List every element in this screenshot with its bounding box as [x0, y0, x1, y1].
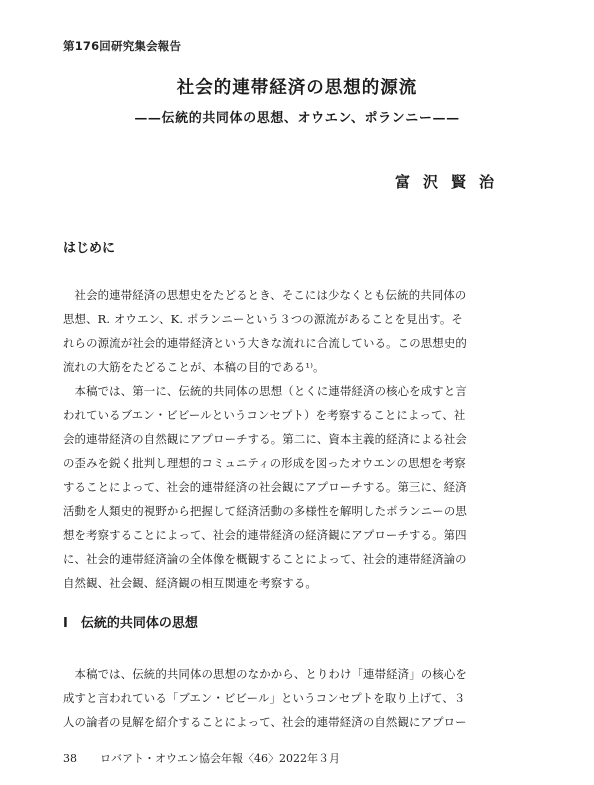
section1-paragraph-1 — [63, 662, 530, 734]
text-line: に、社会的連帯経済論の全体像を概観することによって、社会的連帯経済論の — [63, 552, 467, 566]
journal-citation: ロバアト・オウエン協会年報〈46〉2022年３月 — [100, 752, 340, 765]
intro-paragraph-2 — [63, 379, 530, 595]
text-line: 本稿では、第一に、伝統的共同体の思想（とくに連帯経済の核心を成すと言 — [63, 384, 467, 398]
article-title: 社会的連帯経済の思想的源流 — [176, 78, 418, 98]
article-subtitle: ——伝統的共同体の思想、オウエン、ポランニー—— — [134, 111, 460, 126]
section-heading-1: Ⅰ 伝統的共同体の思想 — [63, 616, 198, 631]
page-footer — [63, 750, 340, 766]
text-line: 流れの大筋をたどることが、本稿の目的である¹⁾。 — [63, 360, 325, 374]
text-line: われているブエン・ビビールというコンセプト）を考察することによって、社 — [63, 408, 466, 422]
text-line: 自然観、社会観、経済観の相互関連を考察する。 — [63, 576, 317, 590]
text-line: 本稿では、伝統的共同体の思想のなかから、とりわけ「連帯経済」の核心を — [63, 667, 467, 681]
author-name: 富沢賢治 — [395, 173, 508, 191]
text-line: の歪みを鋭く批判し理想的コミュニティの形成を図ったオウエンの思想を考察 — [63, 456, 466, 470]
intro-paragraph-1 — [63, 283, 530, 379]
text-line: 会的連帯経済の自然観にアプローチする。第二に、資本主義的経済による社会 — [63, 432, 467, 446]
text-line: 成すと言われている「ブエン・ビビール」というコンセプトを取り上げて、３ — [63, 691, 466, 705]
section-heading-intro: はじめに — [63, 241, 116, 256]
text-line: することによって、社会的連帯経済の社会観にアプローチする。第三に、経済 — [63, 480, 467, 494]
report-header: 第176回研究集会報告 — [63, 39, 182, 53]
text-line: れらの源流が社会的連帯経済という大きな流れに合流している。この思想史的 — [63, 336, 467, 350]
text-line: 活動を人類史的視野から把握して経済活動の多様性を解明したポランニーの思 — [63, 504, 467, 518]
text-line: 想を考察することによって、社会的連帯経済の経済観にアプローチする。第四 — [63, 528, 467, 542]
page-number: 38 — [63, 752, 77, 765]
text-line: 人の論者の見解を紹介することによって、社会的連帯経済の自然観にアプロー — [63, 715, 467, 729]
text-line: 社会的連帯経済の思想史をたどるとき、そこには少なくとも伝統的共同体の — [63, 288, 467, 302]
text-line: 思想、R. オウエン、K. ポランニーという３つの源流があることを見出す。そ — [63, 312, 463, 326]
